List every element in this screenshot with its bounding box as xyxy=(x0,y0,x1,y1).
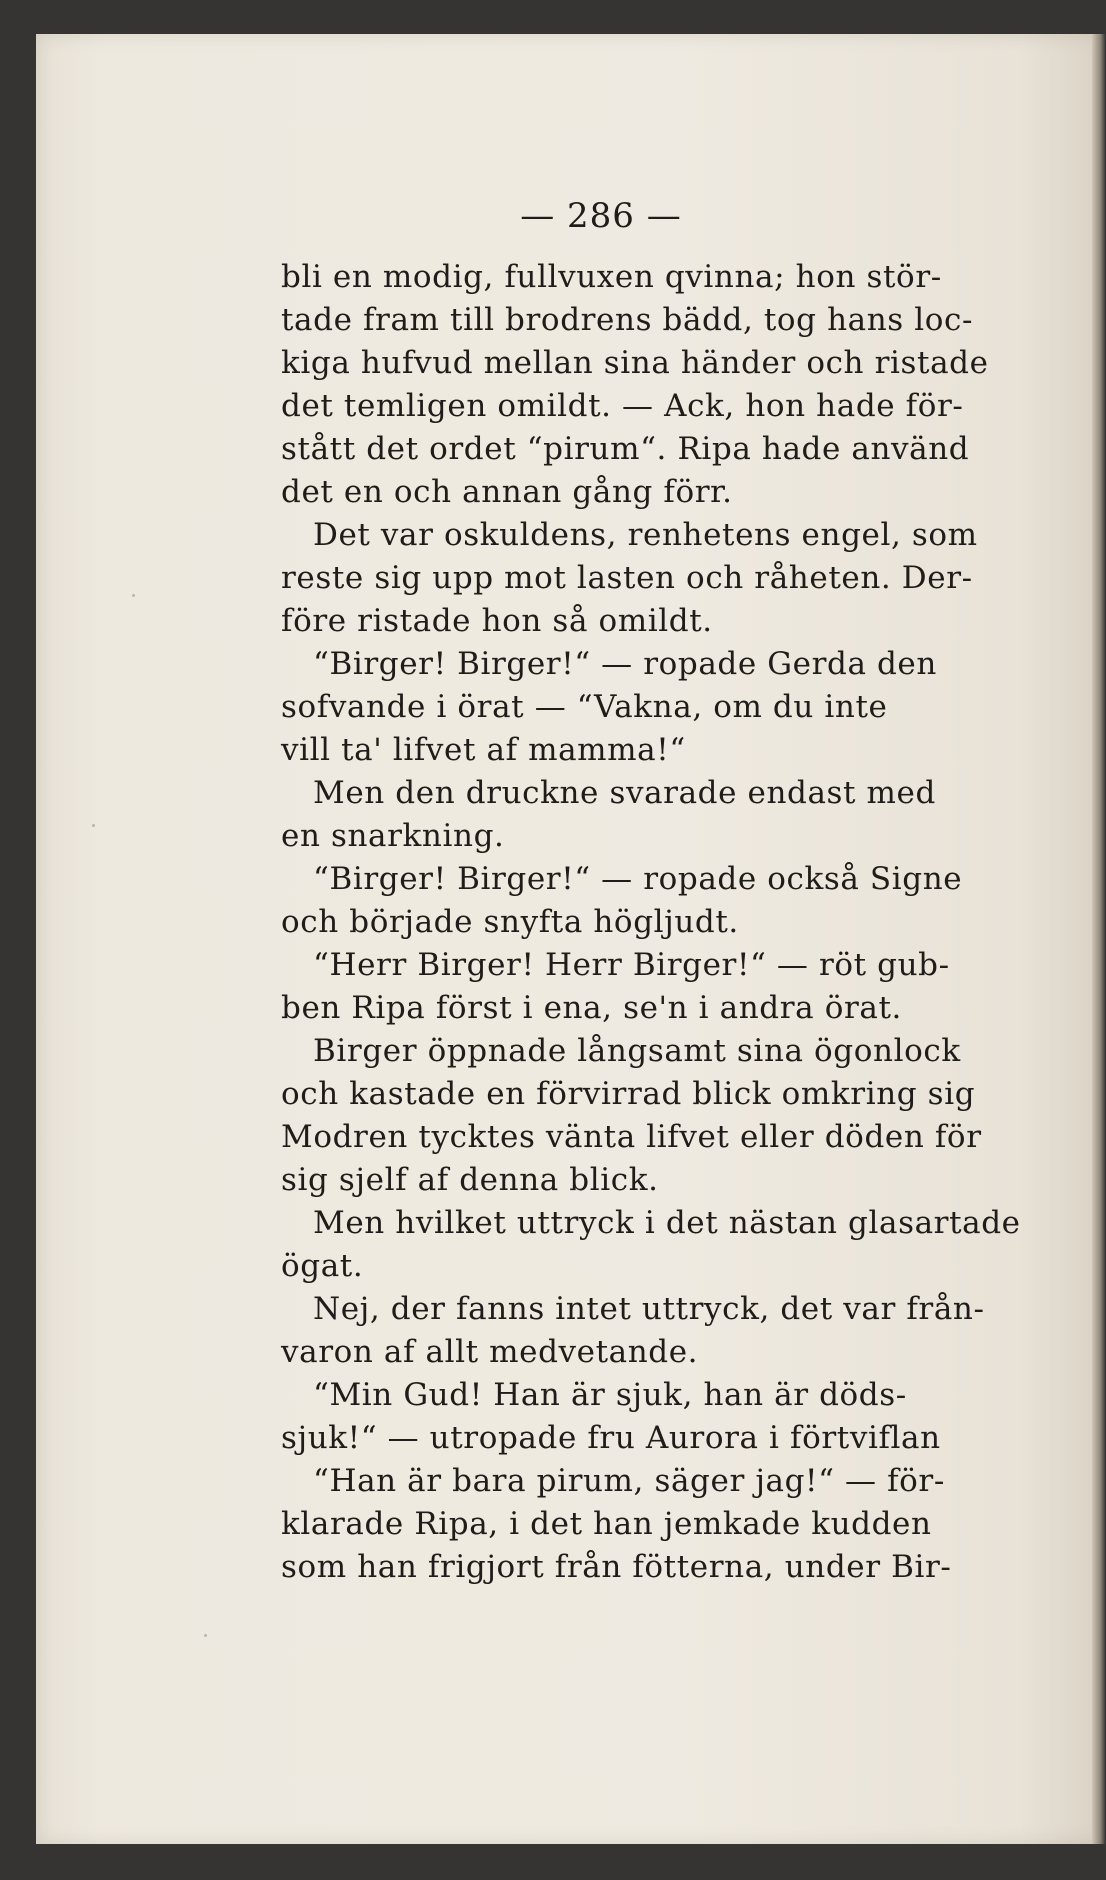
text-line: före ristade hon så omildt. xyxy=(281,603,713,639)
text-line: Nej, der fanns intet uttryck, det var från- xyxy=(313,1291,985,1327)
text-line: som han frigjort från fötterna, under Bir- xyxy=(281,1549,952,1585)
text-line: kiga hufvud mellan sina händer och ristade xyxy=(281,345,989,381)
text-line: ögat. xyxy=(281,1248,364,1284)
text-line: sofvande i örat — “Vakna, om du inte xyxy=(281,689,888,725)
page-number: — 286 — xyxy=(520,196,682,236)
text-line: sig sjelf af denna blick. xyxy=(281,1162,659,1198)
text-line: “Herr Birger! Herr Birger!“ — röt gub- xyxy=(313,947,950,983)
text-line: klarade Ripa, i det han jemkade kudden xyxy=(281,1506,932,1542)
text-line: och började snyfta högljudt. xyxy=(281,904,739,940)
text-line: och kastade en förvirrad blick omkring sig xyxy=(281,1076,976,1112)
text-line: “Birger! Birger!“ — ropade också Signe xyxy=(313,861,963,897)
text-line: varon af allt medvetande. xyxy=(281,1334,699,1370)
paper-speck xyxy=(92,824,95,827)
paper-speck xyxy=(204,1634,207,1637)
text-line: vill ta' lifvet af mamma!“ xyxy=(281,732,686,768)
text-line: sjuk!“ — utropade fru Aurora i förtviflan xyxy=(281,1420,941,1456)
text-line: Birger öppnade långsamt sina ögonlock xyxy=(313,1033,961,1069)
text-line: Men hvilket uttryck i det nästan glasartade xyxy=(313,1205,1021,1241)
text-line: “Birger! Birger!“ — ropade Gerda den xyxy=(313,646,937,682)
text-line: Det var oskuldens, renhetens engel, som xyxy=(313,517,978,553)
text-line: “Han är bara pirum, säger jag!“ — för- xyxy=(313,1463,945,1499)
body-text xyxy=(281,256,1106,1589)
text-line: det temligen omildt. — Ack, hon hade för- xyxy=(281,388,964,424)
text-line: Modren tycktes vänta lifvet eller döden för xyxy=(281,1119,982,1155)
text-line: tade fram till brodrens bädd, tog hans loc- xyxy=(281,302,974,338)
text-line: reste sig upp mot lasten och råheten. Der- xyxy=(281,560,973,596)
paper-speck xyxy=(132,594,135,597)
text-line: “Min Gud! Han är sjuk, han är döds- xyxy=(313,1377,907,1413)
text-line: det en och annan gång förr. xyxy=(281,474,733,510)
text-line: ben Ripa först i ena, se'n i andra örat. xyxy=(281,990,902,1026)
text-line: Men den druckne svarade endast med xyxy=(313,775,936,811)
text-line: stått det ordet “pirum“. Ripa hade använd xyxy=(281,431,970,467)
text-line: en snarkning. xyxy=(281,818,505,854)
paper-page xyxy=(36,34,1106,1844)
text-line: bli en modig, fullvuxen qvinna; hon stör- xyxy=(281,259,942,295)
